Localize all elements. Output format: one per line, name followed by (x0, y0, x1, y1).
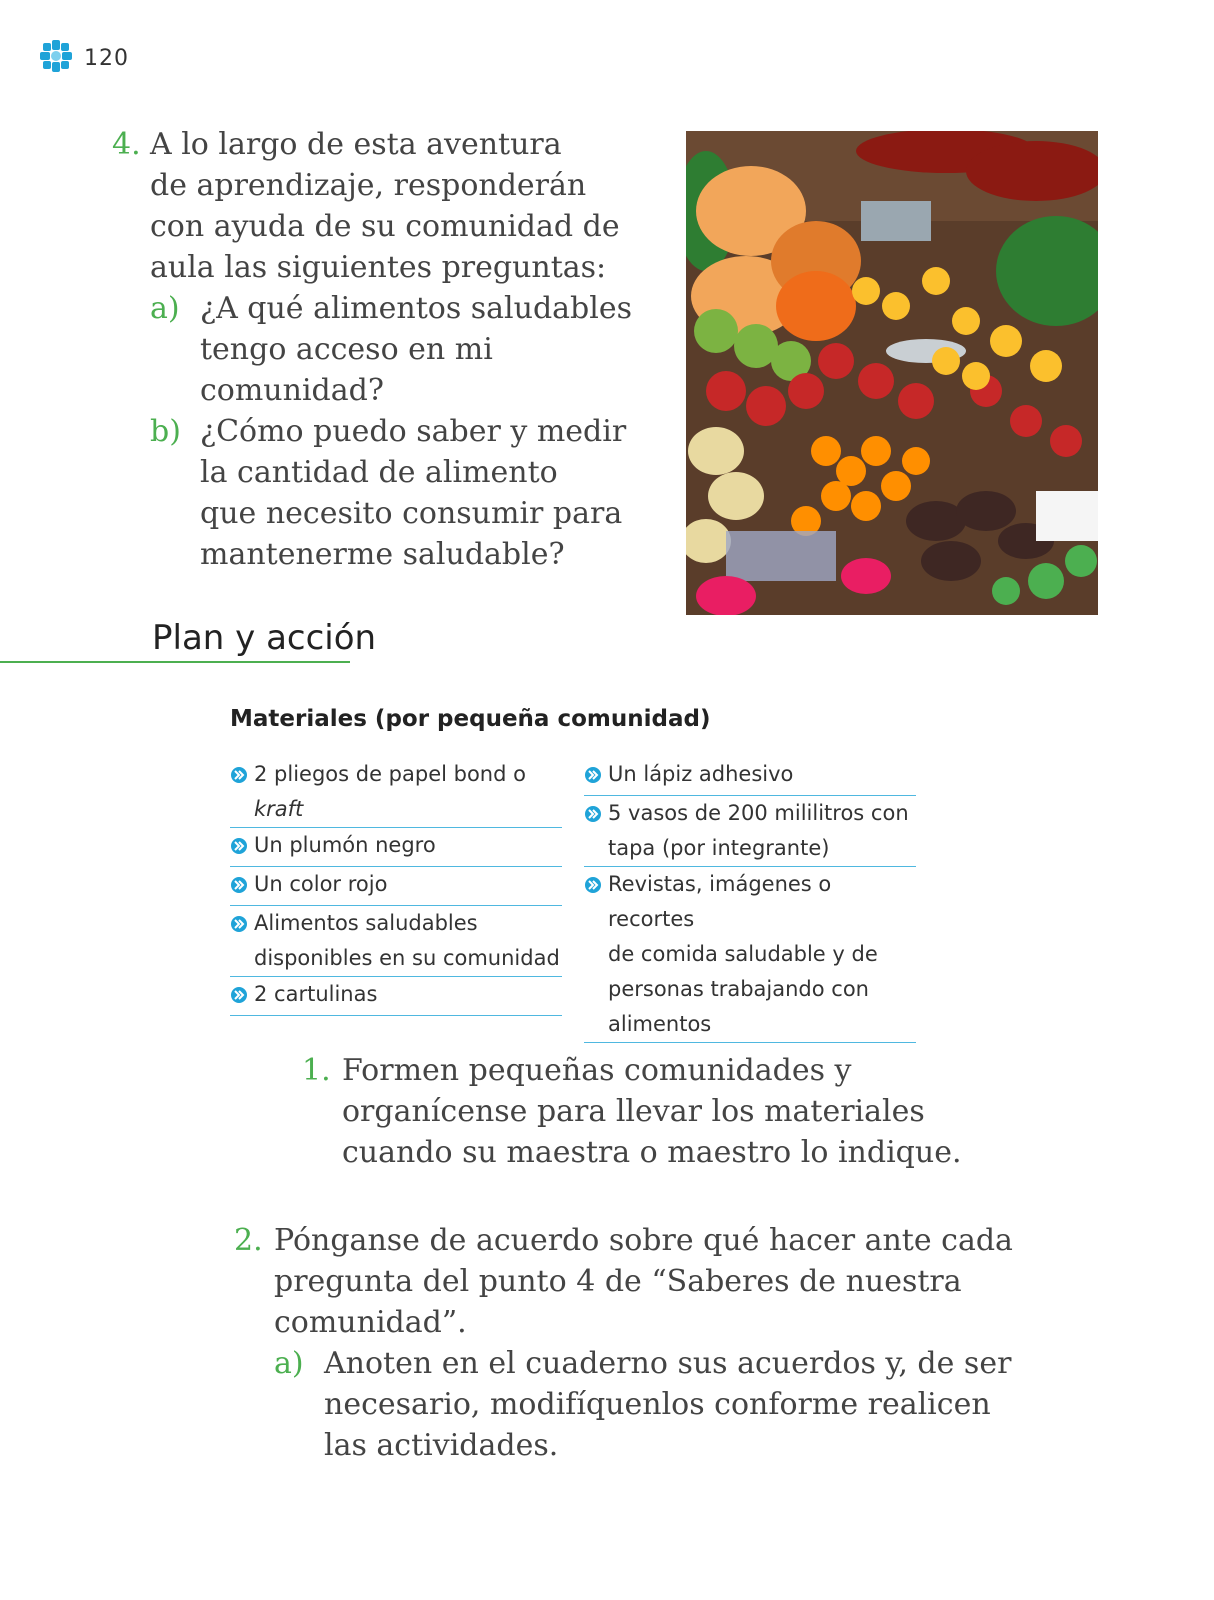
material-item (584, 796, 916, 867)
material-item (230, 757, 562, 828)
question-item-a (150, 288, 642, 411)
question-line: con ayuda de su comunidad de (150, 209, 620, 244)
item-line: comunidad? (200, 373, 384, 408)
question-number: 4. (112, 127, 141, 162)
material-line: Revistas, imágenes o recortes (608, 872, 832, 931)
materials-list-right (584, 757, 916, 1043)
material-line: 2 pliegos de papel bond o (254, 762, 526, 786)
material-item (584, 867, 916, 1043)
item-line: ¿Cómo puedo saber y medir (200, 414, 627, 449)
fruit-market-photo (686, 131, 1098, 615)
item-label: a) (274, 1346, 304, 1381)
step-line: cuando su maestra o maestro lo indique. (342, 1135, 962, 1170)
item-line: Anoten en el cuaderno sus acuerdos y, de ser (324, 1346, 1012, 1381)
question-line: aula las siguientes preguntas: (150, 250, 607, 285)
step-line: Formen pequeñas comunidades y (342, 1053, 852, 1088)
item-label: b) (150, 414, 181, 449)
chevron-right-icon (230, 757, 254, 827)
step-line: organícense para llevar los materiales (342, 1094, 925, 1129)
question-line: A lo largo de esta aventura (150, 127, 562, 162)
material-line: Un lápiz adhesivo (608, 762, 794, 786)
item-line: mantenerme saludable? (200, 537, 565, 572)
step-1 (302, 1050, 1022, 1173)
question-4 (112, 124, 642, 575)
material-line: 2 cartulinas (254, 982, 378, 1006)
step-2 (234, 1220, 1034, 1466)
materials-title: Materiales (por pequeña comunidad) (230, 706, 711, 732)
question-line: de aprendizaje, responderán (150, 168, 587, 203)
material-line: Un plumón negro (254, 833, 436, 857)
chevron-right-icon (584, 796, 608, 866)
step-2-item-a (274, 1343, 1034, 1466)
material-line: disponibles en su comunidad (254, 946, 560, 970)
material-line: alimentos (608, 1012, 712, 1036)
material-line: Alimentos saludables (254, 911, 478, 935)
step-line: Pónganse de acuerdo sobre qué hacer ante cada (274, 1223, 1013, 1258)
section-divider (0, 661, 350, 663)
item-line: tengo acceso en mi (200, 332, 493, 367)
chevron-right-icon (230, 977, 254, 1015)
item-line: ¿A qué alimentos saludables (200, 291, 632, 326)
page-header (38, 38, 129, 78)
section-title: Plan y acción (152, 618, 377, 658)
page-number: 120 (84, 45, 129, 71)
material-item (230, 977, 562, 1016)
flower-logo-icon (38, 38, 74, 78)
step-line: comunidad”. (274, 1305, 467, 1340)
material-line: Un color rojo (254, 872, 388, 896)
step-line: pregunta del punto 4 de “Saberes de nuestra (274, 1264, 962, 1299)
material-item (230, 828, 562, 867)
material-item (230, 867, 562, 906)
chevron-right-icon (584, 867, 608, 1042)
material-item (230, 906, 562, 977)
item-line: la cantidad de alimento (200, 455, 558, 490)
step-number: 1. (302, 1053, 331, 1088)
materials-list-left (230, 757, 562, 1016)
chevron-right-icon (584, 757, 608, 795)
item-line: las actividades. (324, 1428, 559, 1463)
item-line: que necesito consumir para (200, 496, 623, 531)
chevron-right-icon (230, 867, 254, 905)
chevron-right-icon (230, 828, 254, 866)
item-line: necesario, modifíquenlos conforme realicen (324, 1387, 991, 1422)
step-number: 2. (234, 1223, 263, 1258)
material-item (584, 757, 916, 796)
material-line: personas trabajando con (608, 977, 869, 1001)
chevron-right-icon (230, 906, 254, 976)
material-line: de comida saludable y de (608, 942, 878, 966)
material-line: 5 vasos de 200 mililitros con (608, 801, 909, 825)
material-line: tapa (por integrante) (608, 836, 830, 860)
question-item-b (150, 411, 642, 575)
material-line: kraft (254, 797, 304, 821)
item-label: a) (150, 291, 180, 326)
